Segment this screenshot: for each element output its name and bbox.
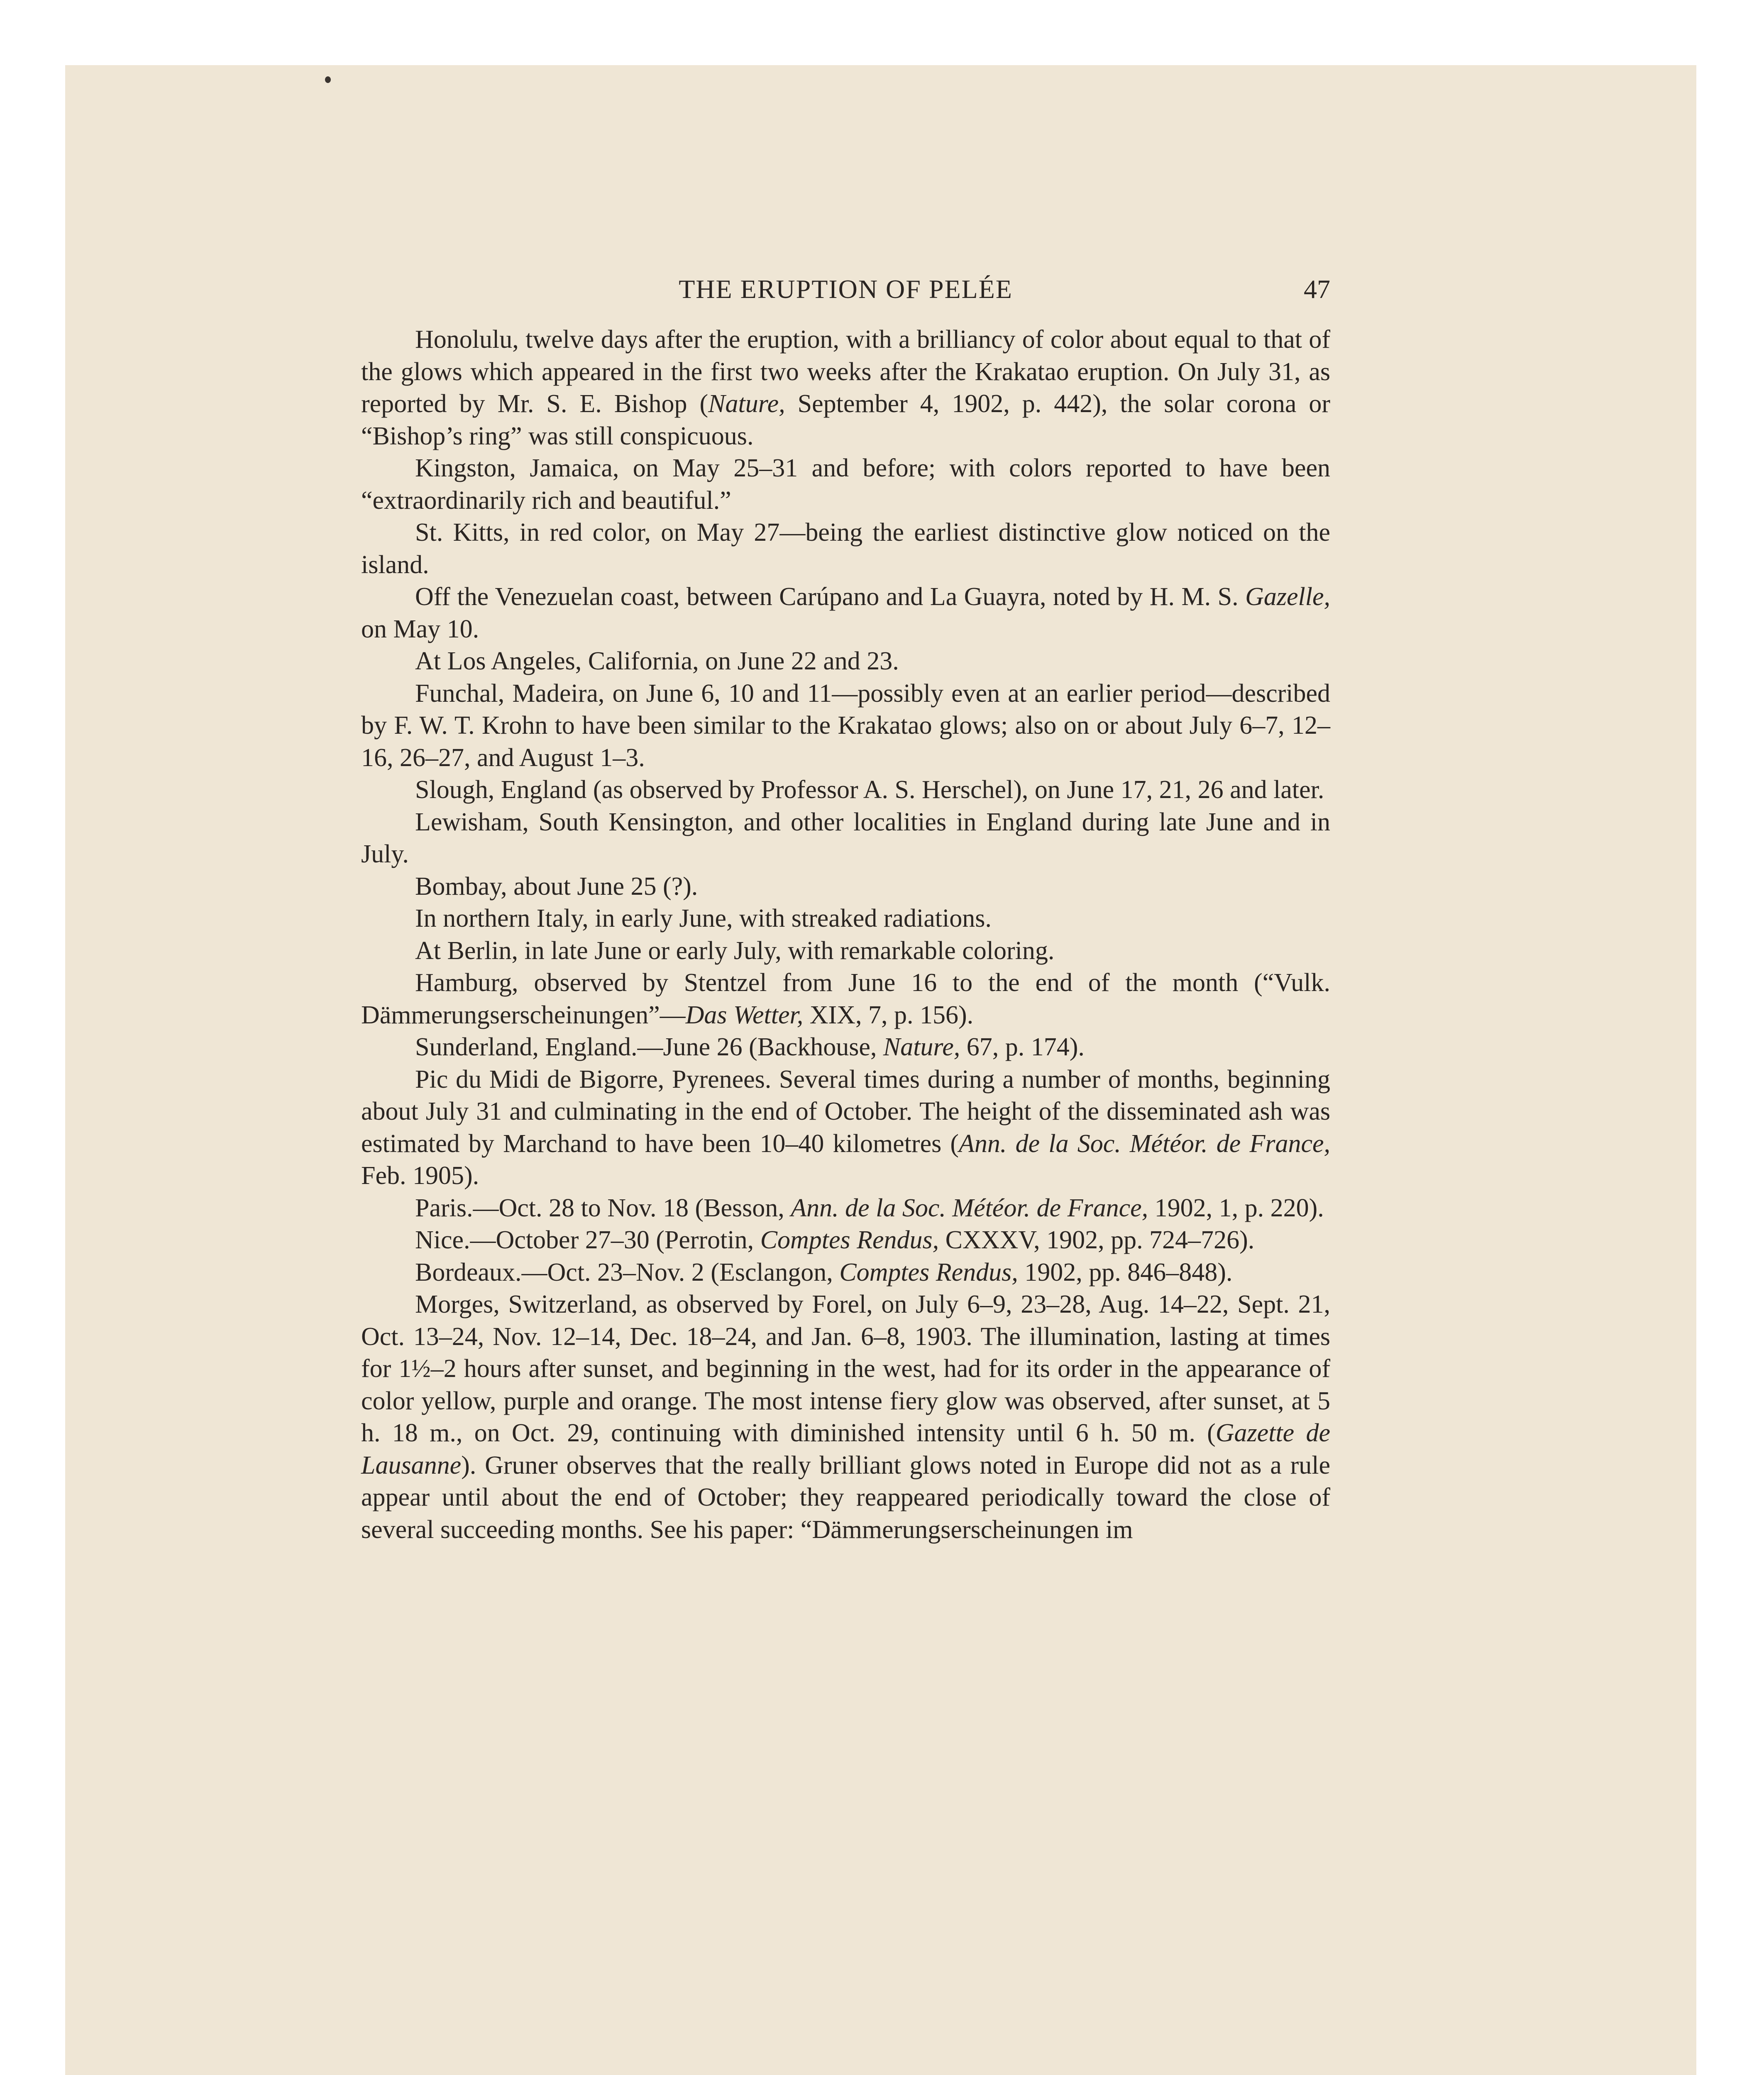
text-run: 1902, 1, p. 220). bbox=[1148, 1194, 1324, 1222]
text-run: September 4, 1902, p. 442), the solar corona or “Bishop’s ring” was still conspicuous. bbox=[361, 390, 1331, 450]
text-run: Lewisham, South Kensington, and other localities in England during late June and in July. bbox=[361, 808, 1330, 868]
paragraph bbox=[361, 903, 1330, 935]
text-run: on May 10. bbox=[361, 615, 479, 643]
text-run: Funchal, Madeira, on June 6, 10 and 11—possibly even at an earlier period—described by F. W. T. Krohn to have been similar to the Krakatao glows; also on or about July 6–7, 12–16, 26–27, and August 1–3. bbox=[361, 679, 1330, 772]
text-run: Feb. 1905). bbox=[361, 1162, 479, 1190]
paragraph bbox=[361, 806, 1330, 871]
paragraph bbox=[361, 452, 1330, 517]
paragraph bbox=[361, 1289, 1330, 1546]
text-run: At Berlin, in late June or early July, with remarkable coloring. bbox=[415, 936, 1055, 965]
text-run: Nice.—October 27–30 (Perrotin, bbox=[415, 1226, 760, 1254]
paragraph bbox=[361, 645, 1330, 678]
text-run: In northern Italy, in early June, with streaked radiations. bbox=[415, 904, 992, 933]
text-run: Sunderland, England.—June 26 (Backhouse, bbox=[415, 1033, 883, 1061]
text-run: 1902, pp. 846–848). bbox=[1018, 1258, 1233, 1286]
text-run: Hamburg, observed by Stentzel from June 16 to the end of the month (“Vulk. Dämmerungserscheinungen”— bbox=[361, 969, 1330, 1029]
italic-citation: Gazette de Lausanne bbox=[361, 1419, 1330, 1479]
body-text bbox=[361, 324, 1330, 1546]
text-run: Bombay, about June 25 (?). bbox=[415, 872, 698, 901]
paragraph bbox=[361, 1064, 1330, 1192]
italic-citation: Nature, bbox=[708, 390, 785, 418]
paragraph bbox=[361, 935, 1330, 967]
paragraph bbox=[361, 517, 1330, 581]
paragraph bbox=[361, 1031, 1330, 1064]
text-run: Honolulu, twelve days after the eruption, with a brilliancy of color about equal to that of the glows which appeared in the first two weeks after the Krakatao eruption. On July 31, as reported by Mr. S. E. Bishop ( bbox=[361, 325, 1330, 418]
paragraph bbox=[361, 1224, 1330, 1257]
text-run: ). Gruner observes that the really brilliant glows noted in Europe did not as a rule appear until about the end of October; they reappeared periodically toward the close of several succeeding months. See his paper: “Dämmerungserscheinungen im bbox=[361, 1451, 1330, 1544]
italic-citation: Nature, bbox=[883, 1033, 960, 1061]
text-run: Bordeaux.—Oct. 23–Nov. 2 (Esclangon, bbox=[415, 1258, 840, 1286]
paragraph bbox=[361, 774, 1330, 806]
page-number: 47 bbox=[1304, 274, 1330, 304]
text-run: CXXXV, 1902, pp. 724–726). bbox=[939, 1226, 1255, 1254]
italic-citation: Ann. de la Soc. Météor. de France, bbox=[791, 1194, 1148, 1222]
text-run: Paris.—Oct. 28 to Nov. 18 (Besson, bbox=[415, 1194, 791, 1222]
paragraph bbox=[361, 581, 1330, 645]
ink-speck bbox=[325, 76, 331, 83]
paragraph bbox=[361, 967, 1330, 1031]
paragraph bbox=[361, 1257, 1330, 1289]
italic-citation: Comptes Rendus, bbox=[839, 1258, 1018, 1286]
text-run: Slough, England (as observed by Professor A. S. Herschel), on June 17, 21, 26 and later. bbox=[415, 776, 1324, 804]
paragraph bbox=[361, 324, 1330, 452]
text-run: Morges, Switzerland, as observed by Forel, on July 6–9, 23–28, Aug. 14–22, Sept. 21, Oct. 13–24, Nov. 12–14, Dec. 18–24, and Jan. 6–8, 1903. The illumination, lasting at times for 1½–2 hours after sunset, and beginning in the west, had for its order in the appearance of color yellow, purple and orange. The most intense fiery glow was observed, after sunset, at 5 h. 18 m., on Oct. 29, continuing with diminished intensity until 6 h. 50 m. ( bbox=[361, 1290, 1330, 1447]
italic-citation: Ann. de la Soc. Météor. de France, bbox=[959, 1129, 1331, 1158]
italic-citation: Gazelle, bbox=[1245, 583, 1330, 611]
text-run: 67, p. 174). bbox=[960, 1033, 1085, 1061]
text-run: XIX, 7, p. 156). bbox=[803, 1001, 974, 1029]
paragraph bbox=[361, 871, 1330, 903]
italic-citation: Das Wetter, bbox=[685, 1001, 804, 1029]
text-run: Off the Venezuelan coast, between Carúpano and La Guayra, noted by H. M. S. bbox=[415, 583, 1246, 611]
text-run: Kingston, Jamaica, on May 25–31 and before; with colors reported to have been “extraordinarily rich and beautiful.” bbox=[361, 454, 1330, 515]
paragraph bbox=[361, 1192, 1330, 1225]
italic-citation: Comptes Rendus, bbox=[760, 1226, 939, 1254]
text-run: At Los Angeles, California, on June 22 and 23. bbox=[415, 647, 899, 675]
page-title: THE ERUPTION OF PELÉE bbox=[679, 274, 1013, 304]
paragraph bbox=[361, 678, 1330, 774]
running-header bbox=[361, 274, 1330, 311]
text-run: St. Kitts, in red color, on May 27—being the earliest distinctive glow noticed on the island. bbox=[361, 518, 1330, 579]
text-run: Pic du Midi de Bigorre, Pyrenees. Several times during a number of months, beginning about July 31 and culminating in the end of October. The height of the disseminated ash was estimated by Marchand to have been 10–40 kilometres ( bbox=[361, 1065, 1330, 1158]
